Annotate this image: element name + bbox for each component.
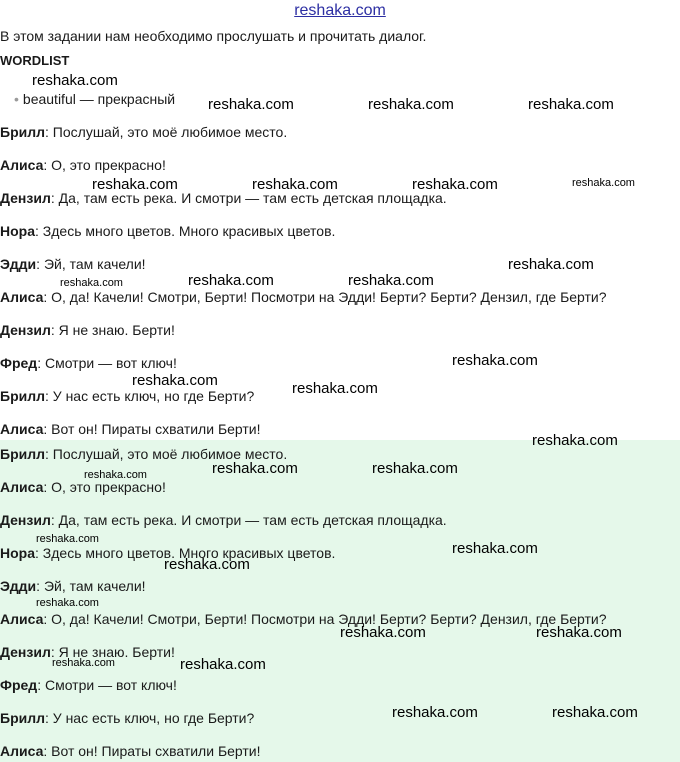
speaker-name: Нора — [0, 223, 35, 239]
speaker-name: Нора — [0, 545, 35, 561]
line-text: О, это прекрасно! — [51, 157, 166, 173]
dialogue-line — [0, 289, 607, 305]
dialogue-line — [0, 446, 287, 462]
colon: : — [45, 710, 53, 726]
line-text: О, это прекрасно! — [51, 479, 166, 495]
watermark: reshaka.com — [532, 432, 618, 449]
line-text: Смотри — вот ключ! — [44, 677, 177, 693]
colon: : — [36, 256, 44, 272]
colon: : — [50, 644, 59, 660]
site-link[interactable]: reshaka.com — [294, 2, 386, 19]
watermark: reshaka.com — [292, 380, 378, 397]
speaker-name: Фред — [0, 677, 38, 693]
watermark: reshaka.com — [60, 277, 123, 289]
watermark: reshaka.com — [412, 176, 498, 193]
dialogue-line — [0, 512, 447, 528]
colon: : — [43, 157, 52, 173]
colon: : — [43, 421, 52, 437]
line-text: Я не знаю. Берти! — [58, 322, 175, 338]
intro-text: В этом задании нам необходимо прослушать и прочитать диалог. — [0, 28, 427, 44]
line-text: Послушай, это моё любимое место. — [52, 446, 288, 462]
watermark: reshaka.com — [188, 272, 274, 289]
dialogue-line — [0, 157, 166, 173]
line-text: Эй, там качели! — [43, 578, 146, 594]
colon: : — [45, 124, 53, 140]
line-text: Здесь много цветов. Много красивых цветов. — [42, 223, 336, 239]
colon: : — [37, 355, 45, 371]
dialogue-line — [0, 611, 607, 627]
dialogue-line — [0, 256, 146, 272]
speaker-name: Брилл — [0, 388, 46, 404]
line-text: Вот он! Пираты схватили Берти! — [51, 421, 261, 437]
line-text: Я не знаю. Берти! — [58, 644, 175, 660]
watermark: reshaka.com — [208, 96, 294, 113]
speaker-name: Алиса — [0, 479, 44, 495]
colon: : — [50, 512, 59, 528]
watermark: reshaka.com — [392, 704, 478, 721]
dialogue-line — [0, 743, 261, 759]
watermark: reshaka.com — [372, 460, 458, 477]
watermark: reshaka.com — [36, 533, 99, 545]
colon: : — [35, 545, 43, 561]
colon: : — [43, 743, 52, 759]
watermark: reshaka.com — [252, 176, 338, 193]
watermark: reshaka.com — [212, 460, 298, 477]
speaker-name: Брилл — [0, 446, 46, 462]
speaker-name: Эдди — [0, 256, 37, 272]
dialogue-line — [0, 223, 335, 239]
watermark: reshaka.com — [452, 352, 538, 369]
speaker-name: Брилл — [0, 124, 46, 140]
speaker-name: Дензил — [0, 512, 51, 528]
line-text: У нас есть ключ, но где Берти? — [52, 710, 255, 726]
colon: : — [36, 578, 44, 594]
colon: : — [50, 322, 59, 338]
dialogue-line — [0, 355, 177, 371]
wordlist-translation: прекрасный — [97, 91, 176, 107]
colon: : — [43, 289, 52, 305]
line-text: О, да! Качели! Смотри, Берти! Посмотри на Эдди! Берти? Берти? Дензил, где Берти? — [51, 289, 607, 305]
line-text: Здесь много цветов. Много красивых цветов. — [42, 545, 336, 561]
speaker-name: Эдди — [0, 578, 37, 594]
watermark: reshaka.com — [508, 256, 594, 273]
dialogue-line — [0, 479, 166, 495]
dialogue-line — [0, 710, 254, 726]
wordlist-title: WORDLIST — [0, 53, 70, 68]
dialogue-line — [0, 578, 146, 594]
watermark: reshaka.com — [36, 597, 99, 609]
watermark: reshaka.com — [132, 372, 218, 389]
dialogue-line — [0, 388, 254, 404]
watermark: reshaka.com — [52, 657, 115, 669]
speaker-name: Алиса — [0, 421, 44, 437]
speaker-name: Алиса — [0, 611, 44, 627]
watermark: reshaka.com — [92, 176, 178, 193]
bullet-icon: • — [14, 91, 19, 107]
line-text: Вот он! Пираты схватили Берти! — [51, 743, 261, 759]
colon: : — [50, 190, 59, 206]
watermark: reshaka.com — [536, 624, 622, 641]
line-text: У нас есть ключ, но где Берти? — [52, 388, 255, 404]
watermark: reshaka.com — [348, 272, 434, 289]
speaker-name: Алиса — [0, 743, 44, 759]
watermark: reshaka.com — [368, 96, 454, 113]
line-text: Послушай, это моё любимое место. — [52, 124, 288, 140]
speaker-name: Фред — [0, 355, 38, 371]
watermark: reshaka.com — [528, 96, 614, 113]
line-text: Смотри — вот ключ! — [44, 355, 177, 371]
wordlist-separator: — — [75, 91, 98, 107]
speaker-name: Брилл — [0, 710, 46, 726]
dialogue-line — [0, 545, 335, 561]
dialogue-line — [0, 421, 261, 437]
watermark: reshaka.com — [572, 177, 635, 189]
dialogue-line — [0, 677, 177, 693]
speaker-name: Алиса — [0, 157, 44, 173]
line-text: Эй, там качели! — [43, 256, 146, 272]
watermark: reshaka.com — [340, 624, 426, 641]
wordlist-word: beautiful — [22, 91, 76, 107]
dialogue-line — [0, 124, 287, 140]
line-text: Да, там есть река. И смотри — там есть детская площадка. — [58, 190, 447, 206]
watermark: reshaka.com — [164, 556, 250, 573]
colon: : — [37, 677, 45, 693]
colon: : — [43, 479, 52, 495]
wordlist-item — [14, 91, 175, 107]
dialogue-line — [0, 644, 175, 660]
colon: : — [43, 611, 52, 627]
line-text: Да, там есть река. И смотри — там есть детская площадка. — [58, 512, 447, 528]
watermark: reshaka.com — [552, 704, 638, 721]
dialogue-line — [0, 322, 175, 338]
line-text: О, да! Качели! Смотри, Берти! Посмотри на Эдди! Берти? Берти? Дензил, где Берти? — [51, 611, 607, 627]
watermark: reshaka.com — [32, 72, 118, 89]
colon: : — [35, 223, 43, 239]
dialogue-line — [0, 190, 447, 206]
watermark: reshaka.com — [180, 656, 266, 673]
speaker-name: Алиса — [0, 289, 44, 305]
colon: : — [45, 446, 53, 462]
watermark: reshaka.com — [84, 469, 147, 481]
speaker-name: Дензил — [0, 190, 51, 206]
speaker-name: Дензил — [0, 644, 51, 660]
speaker-name: Дензил — [0, 322, 51, 338]
colon: : — [45, 388, 53, 404]
watermark: reshaka.com — [452, 540, 538, 557]
